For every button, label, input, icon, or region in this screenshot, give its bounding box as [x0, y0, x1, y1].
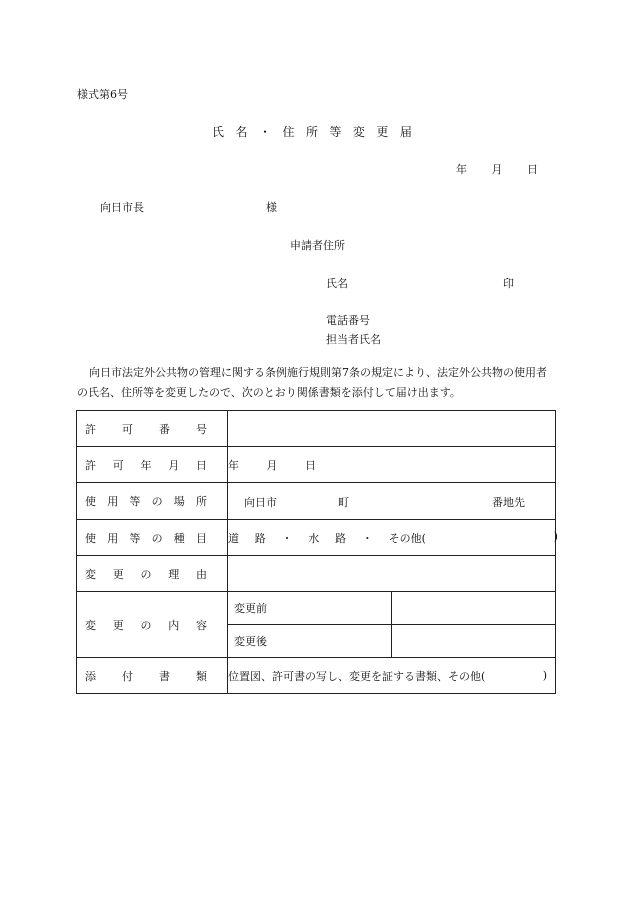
- change-after-field[interactable]: [392, 625, 556, 658]
- permit-date-label: [77, 447, 228, 483]
- change-reason-field[interactable]: [228, 556, 556, 592]
- seal-mark: 印: [503, 277, 514, 290]
- applicant-address-label: 申請者住所: [290, 239, 345, 252]
- label-char: の: [151, 495, 163, 508]
- table-row-permit-number: [77, 411, 556, 447]
- attachments-field[interactable]: [228, 658, 556, 694]
- label-char: 許: [85, 458, 96, 472]
- title-char: 等: [329, 125, 342, 139]
- kind-other-open: その他(: [388, 531, 426, 545]
- kind-waterway-char: 水: [308, 531, 320, 545]
- label-char: 場: [173, 495, 185, 508]
- date-day-label: 日: [527, 163, 538, 176]
- label-char: 容: [196, 618, 207, 632]
- label-char: 変: [85, 618, 96, 632]
- application-table: [76, 410, 556, 694]
- label-char: 付: [122, 669, 133, 683]
- permit-date-field[interactable]: [228, 447, 556, 483]
- title-char: 住: [282, 125, 295, 139]
- label-char: 番: [159, 422, 170, 436]
- label-char: 書: [159, 669, 170, 683]
- title-char: ・: [258, 125, 271, 139]
- label-char: 許: [85, 422, 96, 436]
- label-char: 用: [107, 531, 119, 545]
- label-char: 号: [196, 422, 207, 436]
- use-place-label: [77, 483, 228, 520]
- title-char: 届: [399, 125, 412, 139]
- label-char: 添: [85, 669, 96, 683]
- label-char: 日: [196, 458, 207, 472]
- table-row-change-reason: [77, 556, 556, 592]
- change-before-field[interactable]: [392, 592, 556, 625]
- label-char: 理: [168, 567, 180, 581]
- addressee: 向日市長: [100, 201, 144, 214]
- label-char: 可: [112, 458, 124, 472]
- kind-road-char: 路: [254, 531, 266, 545]
- change-content-label: [77, 592, 228, 658]
- label-char: 更: [112, 618, 124, 632]
- use-kind-label: [77, 520, 228, 556]
- attachments-label: [77, 658, 228, 694]
- title-char: 変: [352, 125, 365, 139]
- use-place-suffix: 番地先: [492, 496, 525, 509]
- submission-date: [456, 161, 538, 177]
- form-number: 様式第6号: [77, 88, 128, 101]
- label-char: 使: [85, 495, 96, 508]
- kind-road-char: 道: [228, 531, 239, 545]
- permit-number-field[interactable]: [228, 411, 556, 447]
- label-char: 可: [122, 422, 133, 436]
- label-char: 所: [195, 495, 207, 508]
- label-char: 類: [196, 669, 207, 683]
- table-row-use-kind: [77, 520, 556, 556]
- contact-person-label: 担当者氏名: [326, 333, 381, 346]
- table-row-use-place: [77, 483, 556, 520]
- label-char: の: [151, 531, 163, 545]
- use-place-town: 町: [338, 496, 349, 509]
- label-char: 種: [173, 531, 185, 545]
- title-char: 所: [305, 125, 318, 139]
- label-char: 目: [195, 531, 207, 545]
- use-place-field[interactable]: [228, 483, 556, 520]
- date-year-label: 年: [456, 163, 467, 176]
- permit-year-label: 年: [228, 458, 239, 472]
- table-row-change-before: [77, 592, 556, 625]
- attachments-close: ): [542, 669, 547, 682]
- permit-day-label: 日: [305, 458, 316, 472]
- use-kind-field[interactable]: [228, 520, 556, 556]
- kind-separator: ・: [361, 531, 373, 545]
- label-char: 変: [85, 567, 96, 581]
- label-char: 由: [196, 567, 207, 581]
- permit-month-label: 月: [266, 458, 278, 472]
- label-char: の: [140, 618, 152, 632]
- title-char: 更: [376, 125, 389, 139]
- document-title: [212, 123, 412, 140]
- label-char: の: [140, 567, 152, 581]
- label-char: 更: [112, 567, 124, 581]
- label-char: 等: [129, 531, 141, 545]
- kind-separator: ・: [281, 531, 293, 545]
- phone-number-label: 電話番号: [326, 314, 370, 327]
- label-char: 使: [85, 531, 96, 545]
- body-text: 向日市法定外公共物の管理に関する条例施行規則第7条の規定により、法定外公共物の使用者の氏名、住所等を変更したので、次のとおり関係書類を添付して届け出ます。: [77, 366, 547, 399]
- label-char: 等: [129, 495, 141, 508]
- attachments-text: 位置図、許可書の写し、変更を証する書類、その他(: [228, 669, 486, 683]
- label-char: 内: [168, 618, 180, 632]
- addressee-honorific: 様: [266, 201, 277, 214]
- change-after-label: 変更後: [228, 625, 392, 658]
- change-reason-label: [77, 556, 228, 592]
- table-row-permit-date: [77, 447, 556, 483]
- label-char: 年: [140, 458, 152, 472]
- label-char: 月: [168, 458, 180, 472]
- applicant-name-label: 氏名: [326, 277, 348, 290]
- use-place-city: 向日市: [244, 496, 277, 509]
- title-char: 氏: [212, 125, 225, 139]
- kind-other-close: ): [553, 529, 558, 543]
- title-char: 名: [235, 125, 248, 139]
- kind-waterway-char: 路: [335, 531, 347, 545]
- table-row-attachments: [77, 658, 556, 694]
- permit-number-label: [77, 411, 228, 447]
- date-month-label: 月: [491, 163, 503, 176]
- label-char: 用: [107, 495, 119, 508]
- change-before-label: 変更前: [228, 592, 392, 625]
